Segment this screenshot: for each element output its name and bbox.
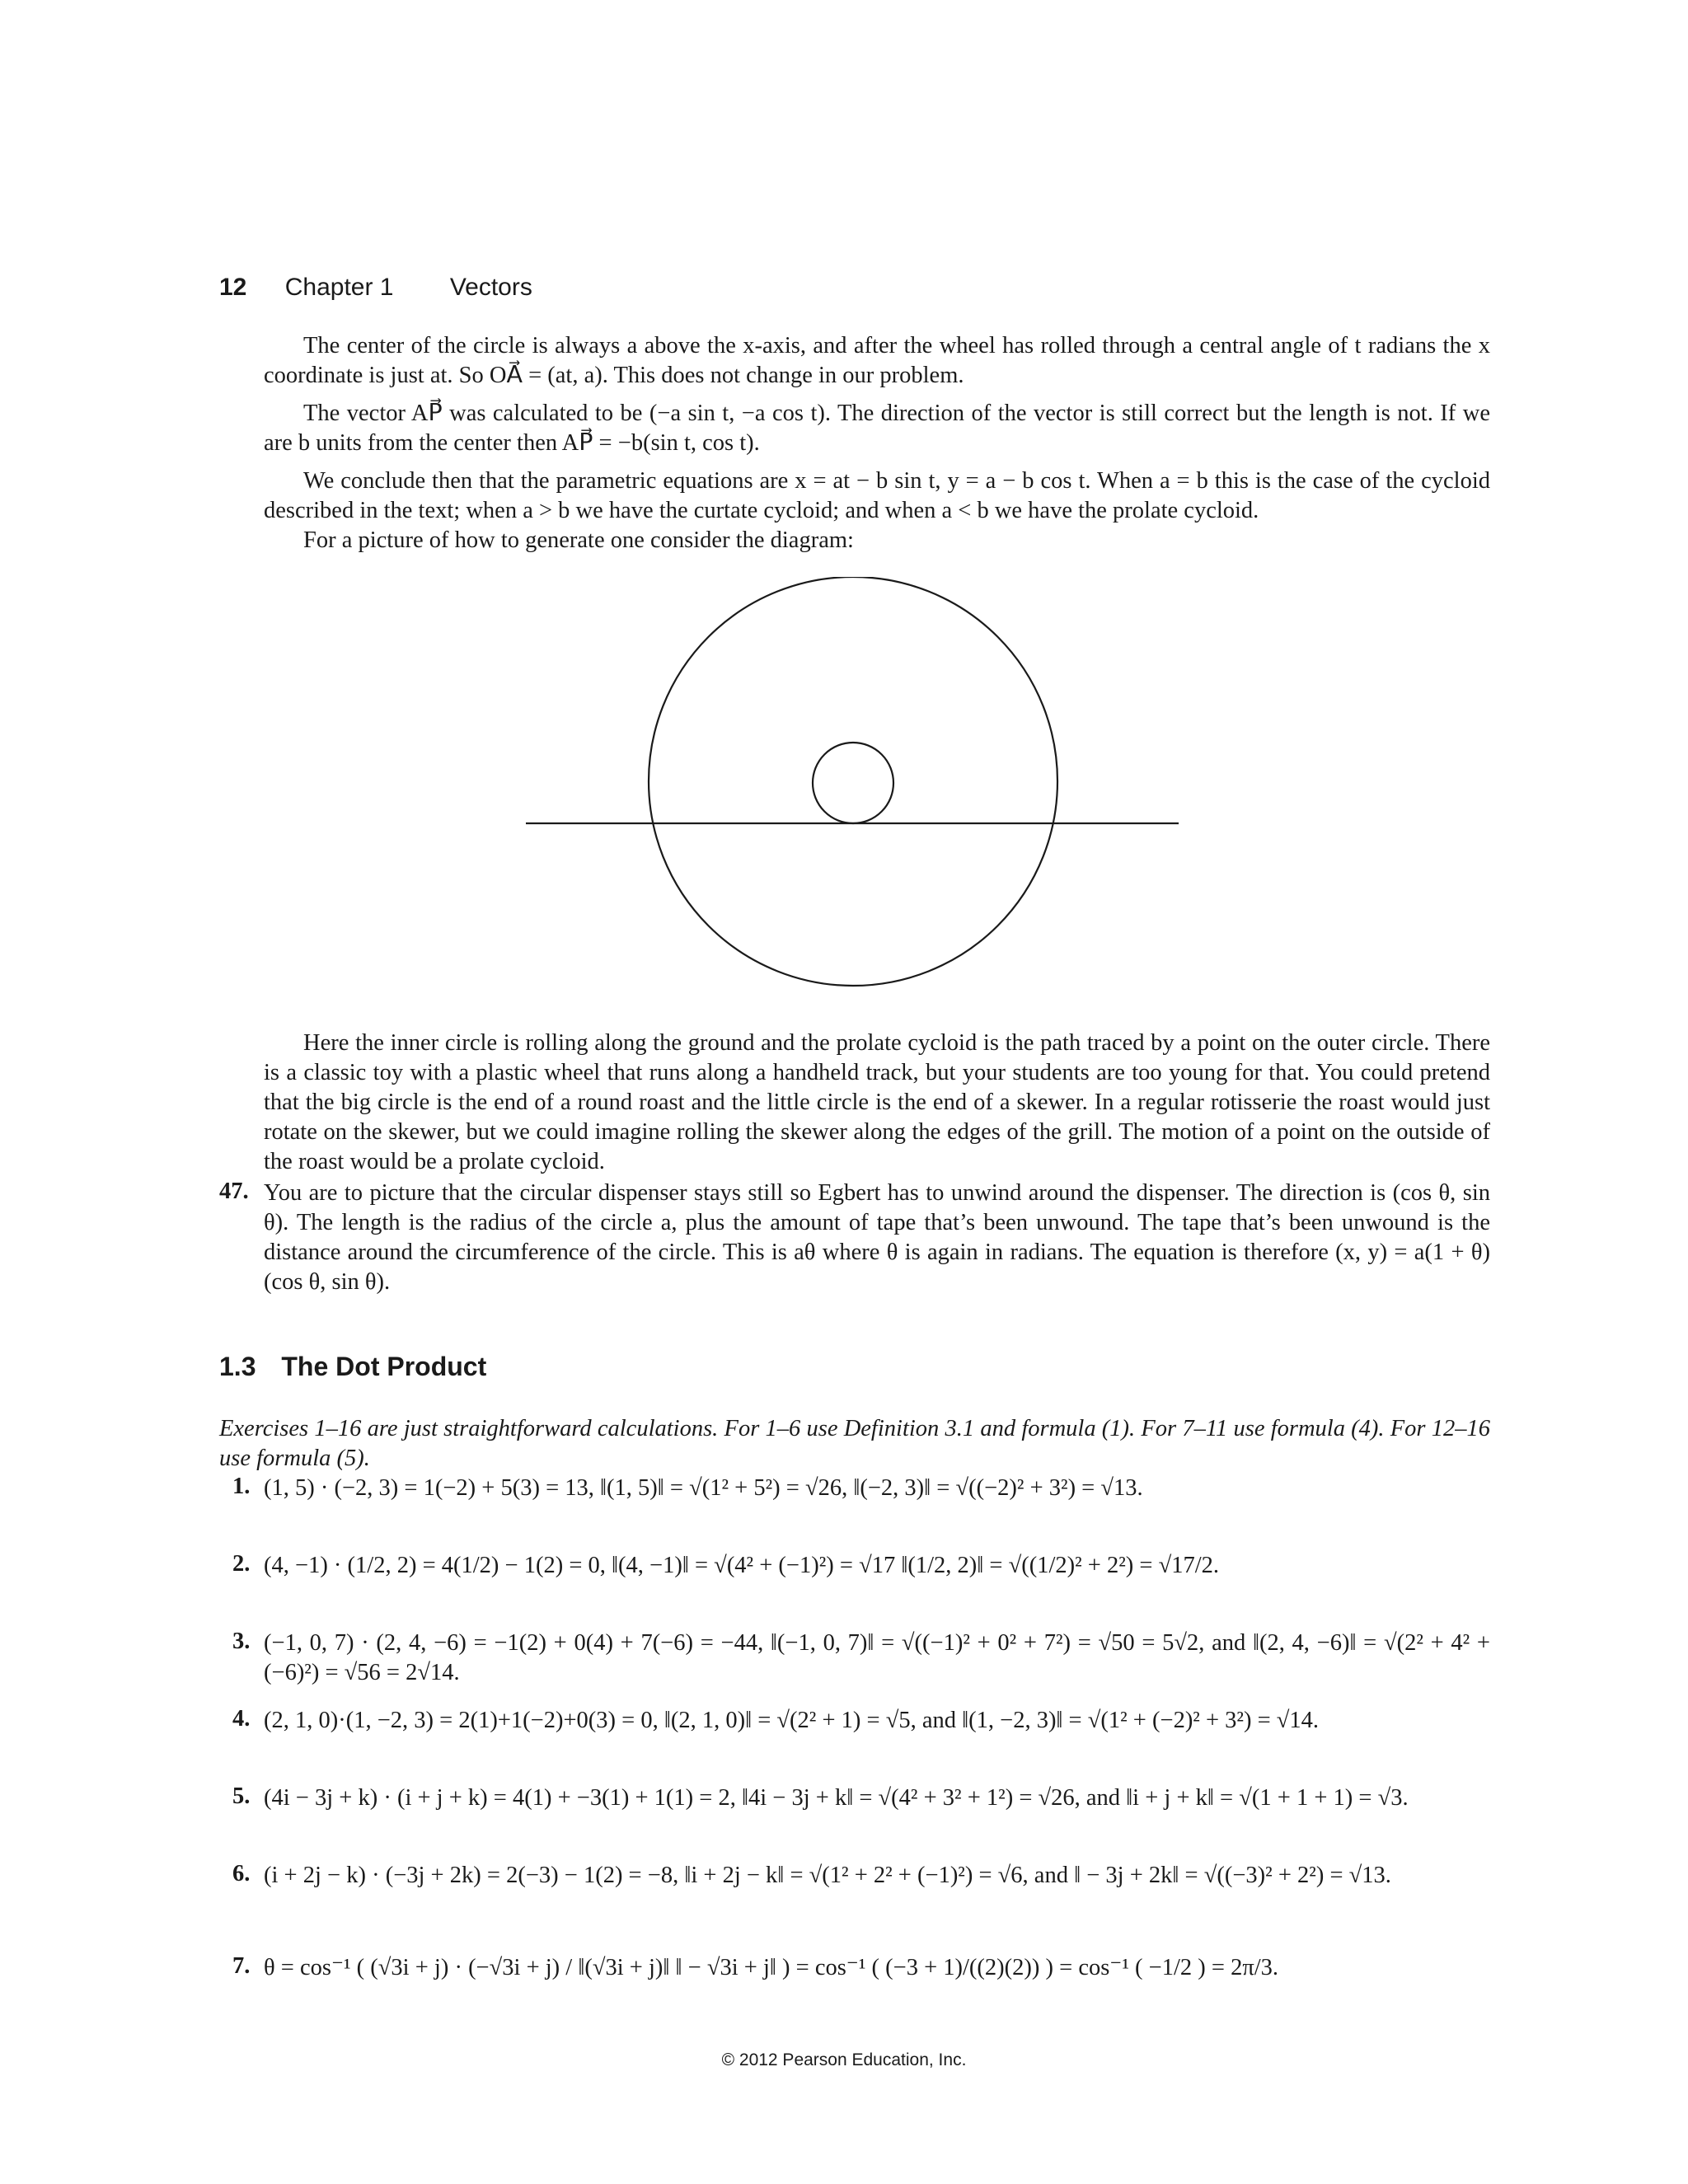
exercises-intro: Exercises 1–16 are just straightforward calculations. For 1–6 use Definition 3.1 and formula (1). For 7–11 use formula (4). For 12–16 use formula (5). [219,1416,1490,1471]
inner-circle [813,743,893,823]
exercise-number: 7. [232,1953,251,1979]
exercise-number: 4. [232,1706,251,1732]
cycloid-diagram [519,577,1195,1005]
page-number: 12 [219,274,247,301]
outer-circle [649,577,1057,986]
exercise-5-text: (4i − 3j + k) · (i + j + k) = 4(1) + −3(1) + 1(1) = 2, ‖4i − 3j + k‖ = √(4² + 3² + 1²) = √26, and ‖i + j + k‖ = √(1 + 1 + 1) = √3. [264,1785,1409,1811]
copyright-footer: © 2012 Pearson Education, Inc. [721,2050,967,2069]
chapter-label: Chapter 1 [284,274,394,301]
section-heading [219,1352,486,1382]
exercise-number: 1. [232,1474,251,1499]
exercise-7-text: θ = cos⁻¹ ( (√3i + j) · (−√3i + j) / ‖(√3i + j)‖ ‖ − √3i + j‖ ) = cos⁻¹ ( (−3 + 1)/((2)(2)) ) = cos⁻¹ ( −1/2 ) = 2π/3. [264,1955,1278,1980]
exercise-3-text: (−1, 0, 7) · (2, 4, −6) = −1(2) + 0(4) + 7(−6) = −44, ‖(−1, 0, 7)‖ = √((−1)² + 0² + 7²) = √50 = 5√2, and ‖(2, 4, −6)‖ = √(2² + 4² + (−6)²) = √56 = 2√14. [264,1630,1490,1685]
paragraph-parametric-equations: We conclude then that the parametric equations are x = at − b sin t, y = a − b cos t. When a = b this is the case of the cycloid described in the text; when a > b we have the curtate cycloid; and when a < b we have the prolate cycloid. [264,468,1490,523]
exercise-1-text: (1, 5) · (−2, 3) = 1(−2) + 5(3) = 13, ‖(1, 5)‖ = √(1² + 5²) = √26, ‖(−2, 3)‖ = √((−2)² + 3²) = √13. [264,1475,1143,1501]
paragraph-prolate-explanation: Here the inner circle is rolling along the ground and the prolate cycloid is the path traced by a point on the outer circle. There is a classic toy with a plastic wheel that runs along a handheld track, but your students are too young for that. You could pretend that the big circle is the end of a round roast and the little circle is the end of a skewer. In a regular rotisserie the roast would just rotate on the skewer, but we could imagine rolling the skewer along the edges of the grill. The motion of a point on the outside of the roast would be a prolate cycloid. [264,1030,1490,1174]
exercise-number: 2. [232,1551,251,1577]
paragraph-circle-center: The center of the circle is always a above the x-axis, and after the wheel has rolled through a central angle of t radians the x coordinate is just at. So OA⃗ = (at, a). This does not change in our problem. [264,333,1490,388]
exercise-number: 3. [232,1629,251,1654]
exercise-number: 6. [232,1861,251,1886]
paragraph-diagram-intro: For a picture of how to generate one consider the diagram: [303,527,854,553]
exercise-47-text: You are to picture that the circular dispenser stays still so Egbert has to unwind around the dispenser. The direction is (cos θ, sin θ). The length is the radius of the circle a, plus the amount of tape that’s been unwound. The tape that’s been unwound is the distance around the circumference of the circle. This is aθ where θ is again in radians. The equation is therefore (x, y) = a(1 + θ)(cos θ, sin θ). [264,1180,1490,1295]
chapter-title: Vectors [449,274,532,301]
page-header [219,274,532,302]
exercise-4-text: (2, 1, 0)·(1, −2, 3) = 2(1)+1(−2)+0(3) = 0, ‖(2, 1, 0)‖ = √(2² + 1) = √5, and ‖(1, −2, 3)‖ = √(1² + (−2)² + 3²) = √14. [264,1708,1320,1733]
paragraph-vector-ap: The vector AP⃗ was calculated to be (−a sin t, −a cos t). The direction of the vector is still correct but the length is not. If we are b units from the center then AP⃗ = −b(sin t, cos t). [264,401,1490,456]
section-title: The Dot Product [281,1352,487,1381]
exercise-47-number: 47. [219,1179,249,1204]
exercise-2-text: (4, −1) · (1/2, 2) = 4(1/2) − 1(2) = 0, ‖(4, −1)‖ = √(4² + (−1)²) = √17 ‖(1/2, 2)‖ = √((1/2)² + 2²) = √17/2. [264,1553,1220,1578]
section-number: 1.3 [219,1352,256,1381]
exercise-6-text: (i + 2j − k) · (−3j + 2k) = 2(−3) − 1(2) = −8, ‖i + 2j − k‖ = √(1² + 2² + (−1)²) = √6, and ‖ − 3j + 2k‖ = √((−3)² + 2²) = √13. [264,1863,1391,1888]
exercise-number: 5. [232,1783,251,1809]
